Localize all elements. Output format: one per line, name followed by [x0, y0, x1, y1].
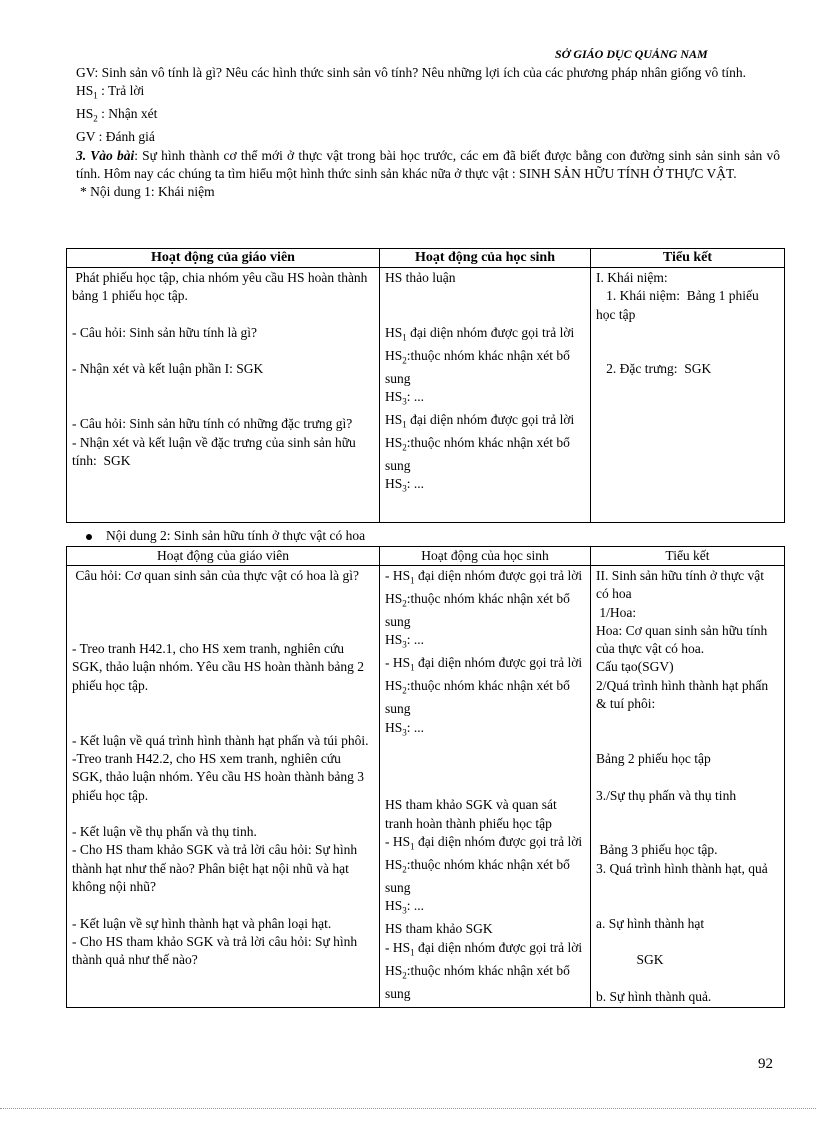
cell-line [596, 933, 779, 951]
cell-line [72, 342, 374, 360]
cell-line: - $HS_1$ đại diện nhóm được gọi trả lời [385, 568, 583, 586]
cell-line: - $HS_1$ đại diện nhóm được gọi trả lời [385, 833, 583, 852]
cell-line: $HS_1$ đại diện nhóm được gọi trả lời [385, 324, 575, 343]
cell-line: a. Sự hình thành hạt [596, 915, 705, 931]
cell-line: - $HS_1$ đại diện nhóm được gọi trả lời [385, 939, 583, 958]
gv-eval-line: GV : Đánh giá [76, 129, 155, 145]
col-tieu-ket [591, 566, 785, 1008]
cell-line: $HS_3$: ... [385, 389, 425, 407]
header-tieu-ket: Tiểu kết [591, 547, 785, 566]
col-tieu-ket [591, 268, 785, 523]
cell-line [72, 695, 374, 713]
gv-question: GV: Sinh sản vô tính là gì? Nêu các hình thức sinh sản vô tính? Nêu những lợi ích của các phương pháp nhân giống vô tính. [76, 65, 746, 80]
cell-line [72, 397, 374, 415]
cell-line [72, 604, 374, 622]
hs1-line: $HS_1$ : Trả lời [76, 83, 145, 101]
table-noi-dung-2 [66, 546, 785, 1008]
cell-line: - Cho HS tham khảo SGK và trả lời câu hỏi: Sự hình thành hạt như thế nào? Phân biệt hạt nội nhũ và hạt không nội nhũ? [72, 842, 361, 895]
col-gv [67, 268, 380, 523]
header-tieu-ket: Tiểu kết [591, 249, 785, 268]
cell-line: 1. Khái niệm: Bảng 1 phiếu học tập [596, 288, 763, 322]
col-hs [380, 566, 591, 1008]
cell-line [596, 768, 779, 786]
table-row [67, 566, 785, 1008]
cell-line: Phát phiếu học tập, chia nhóm yêu cầu HS hoàn thành bảng 1 phiếu học tập. [72, 270, 371, 304]
cell-line [385, 778, 585, 796]
cell-line: - Kết luận về thụ phấn và thụ tinh. [72, 824, 257, 840]
cell-line [72, 622, 374, 640]
vao-bai-paragraph [58, 147, 780, 184]
cell-line: $HS_2:thuộc$ nhóm khác nhận xét bổ sung [385, 678, 574, 717]
cell-line: 3. Quá trình hình thành hạt, quả [596, 860, 768, 876]
cell-line [596, 324, 779, 342]
cell-line: II. Sinh sản hữu tính ở thực vật có hoa [596, 568, 768, 602]
cell-line: - Kết luận về sự hình thành hạt và phân loại hạt. [72, 915, 332, 931]
cell-line: - Nhận xét và kết luận về đặc trưng của sinh sản hữu tính: SGK [72, 434, 360, 468]
cell-line [596, 713, 779, 731]
table-row [67, 268, 785, 523]
hs2-line: $HS_2$ : Nhận xét [76, 106, 158, 124]
cell-line [72, 306, 374, 324]
col-hs [380, 268, 591, 523]
cell-line: $HS_2:thuộc$ nhóm khác nhận xét bổ sung [385, 347, 574, 386]
cell-line: Cấu tạo(SGV) [596, 659, 674, 675]
cell-line: I. Khái niệm: [596, 270, 668, 285]
cell-line: $HS_1$ đại diện nhóm được gọi trả lời [385, 412, 575, 430]
header-gv: Hoạt động của giáo viên [67, 249, 380, 268]
cell-line: Bảng 3 phiếu học tập. [596, 842, 718, 858]
cell-line [72, 379, 374, 397]
cell-line: - Treo tranh H42.1, cho HS xem tranh, nghiên cứu SGK, thảo luận nhóm. Yêu cầu HS hoàn thành bảng 2 phiếu học tập. [72, 641, 368, 693]
cell-line: 2. Đặc trưng: SGK [596, 361, 712, 377]
table-header-row [67, 249, 785, 268]
cell-line: $HS_2:thuộc$ nhóm khác nhận xét bổ sung [385, 590, 574, 629]
cell-line: - $HS_1$ đại diện nhóm được gọi trả lời [385, 655, 583, 673]
table-noi-dung-1 [66, 248, 785, 523]
vao-bai-text: : Sự hình thành cơ thể mới ở thực vật trong bài học trước, các em đã biết được bằng con đường sinh sản sinh sản vô tính. Hôm nay các chúng ta tìm hiểu một hình thức sinh sản khác nữa ở thực vật : SINH SẢN HỮU TÍNH Ở THỰC VẬT. [76, 147, 780, 181]
cell-line: - Nhận xét và kết luận phần I: SGK [72, 361, 264, 377]
cell-line: SGK [596, 952, 664, 968]
cell-line: - Câu hỏi: Sinh sản hữu tính là gì? [72, 324, 258, 340]
cell-line: Hoa: Cơ quan sinh sản hữu tính của thực vật có hoa. [596, 622, 771, 657]
cell-line: 3./Sự thụ phấn và thụ tinh [596, 787, 737, 803]
cell-line: Câu hỏi: Cơ quan sinh sản của thực vật có hoa là gì? [72, 568, 360, 583]
cell-line: HS tham khảo SGK và quan sát tranh hoàn thành phiếu học tập [385, 797, 561, 831]
cell-line [596, 878, 779, 896]
document-header: SỞ GIÁO DỤC QUẢNG NAM [555, 47, 708, 61]
cell-line [596, 823, 779, 841]
cell-line: $HS_2:thuộc$ nhóm khác nhận xét bổ sung [385, 962, 574, 1001]
cell-line: $HS_2:thuộc$ nhóm khác nhận xét bổ sung [385, 856, 574, 895]
cell-line [72, 805, 374, 823]
cell-line: HS tham khảo SGK [385, 921, 493, 937]
cell-line [72, 713, 374, 731]
cell-line: Bảng 2 phiếu học tập [596, 750, 711, 766]
footer-divider [0, 1108, 816, 1109]
noi-dung-2-text: Nội dung 2: Sinh sản hữu tính ở thực vật có hoa [106, 528, 366, 543]
bullet-icon [86, 534, 92, 540]
cell-line [385, 306, 585, 324]
cell-line: $HS_3$: ... [385, 719, 425, 738]
cell-line [596, 896, 779, 914]
cell-line: - Cho HS tham khảo SGK và trả lời câu hỏi: Sự hình thành quả như thế nào? [72, 933, 361, 968]
col-gv [67, 566, 380, 1008]
cell-line: b. Sự hình thành quả. [596, 988, 712, 1004]
cell-line [385, 760, 585, 778]
cell-line [596, 732, 779, 750]
cell-line [596, 805, 779, 823]
header-gv: Hoạt động của giáo viên [67, 547, 380, 566]
cell-line [72, 585, 374, 603]
cell-line [385, 742, 585, 760]
cell-line [385, 287, 585, 305]
page-number: 92 [758, 1056, 773, 1072]
cell-line: $HS_2:thuộc$ nhóm khác nhận xét bổ sung [385, 435, 574, 474]
noi-dung-1-heading: * Nội dung 1: Khái niệm [80, 184, 215, 200]
header-hs: Hoạt động của học sinh [380, 249, 591, 268]
vao-bai-label: 3. Vào bài [76, 147, 135, 163]
cell-line: - Câu hỏi: Sinh sản hữu tính có những đặc trưng gì? [72, 416, 353, 432]
cell-line [72, 896, 374, 914]
cell-line: $HS_3$: ... [385, 898, 425, 916]
cell-line: $HS_3$: ... [385, 476, 425, 495]
table-header-row [67, 547, 785, 566]
cell-line [596, 342, 779, 360]
cell-line: -Treo tranh H42.2, cho HS xem tranh, nghiên cứu SGK, thảo luận nhóm. Yêu cầu HS hoàn thành bảng 3 phiếu học tập. [72, 750, 368, 803]
header-hs: Hoạt động của học sinh [380, 547, 591, 566]
cell-line: 2/Quá trình hình thành hạt phấn & tuí phôi: [596, 677, 772, 712]
cell-line [596, 970, 779, 988]
cell-line: HS thảo luận [385, 270, 456, 285]
intro-section [58, 64, 780, 201]
cell-line: 1/Hoa: [596, 604, 637, 620]
noi-dung-2-heading [86, 528, 365, 544]
cell-line: $HS_3$: ... [385, 632, 425, 650]
cell-line: - Kết luận về quá trình hình thành hạt phấn và túi phôi. [72, 732, 369, 748]
